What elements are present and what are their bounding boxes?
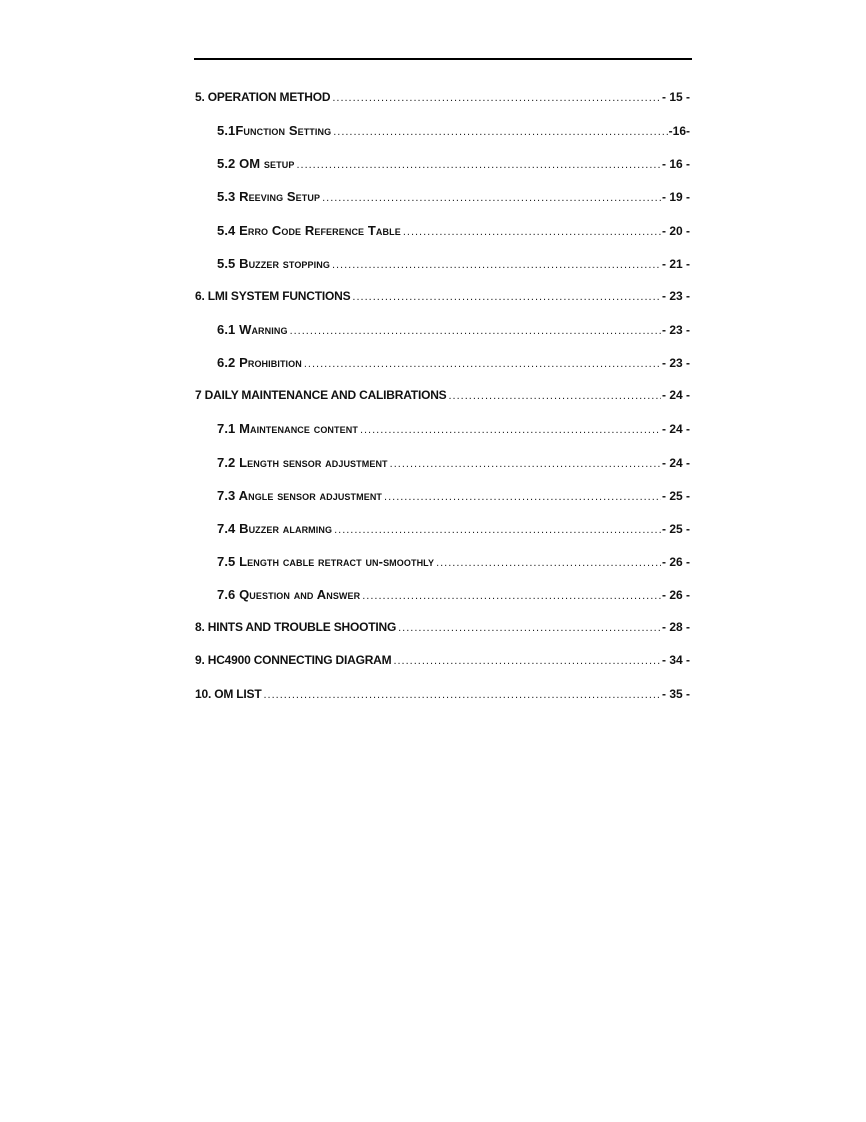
toc-entry-6[interactable] <box>195 288 690 321</box>
toc-entry-title: 5. OPERATION METHOD <box>195 90 331 104</box>
toc-entry-title: 7.4 Buzzer alarming <box>217 520 333 536</box>
toc-page-number: - 34 - <box>661 653 690 668</box>
toc-page-number: - 26 - <box>661 554 690 569</box>
toc-page-number: - 26 - <box>661 588 690 603</box>
header-rule <box>194 58 692 60</box>
toc-entry-title: 6. LMI SYSTEM FUNCTIONS <box>195 288 351 303</box>
toc-entry-5-4[interactable] <box>195 222 690 255</box>
toc-entry-title: 5.2 OM setup <box>217 156 295 172</box>
toc-entry-7-4[interactable] <box>195 520 690 553</box>
dot-leader <box>334 522 661 539</box>
toc-page-number: - 23 - <box>661 356 690 371</box>
dot-leader <box>322 190 661 207</box>
toc-page-number: - 21 - <box>661 256 690 271</box>
dot-leader <box>360 422 661 439</box>
toc-page-number: - 24 - <box>661 455 690 470</box>
toc-page-number: - 35 - <box>661 686 690 701</box>
toc-page-number: - 16 - <box>661 157 690 172</box>
dot-leader <box>290 323 661 340</box>
toc-entry-5-1[interactable] <box>195 122 690 155</box>
toc-entry-7-6[interactable] <box>195 586 690 619</box>
toc-entry-6-1[interactable] <box>195 321 690 354</box>
toc-entry-7-5[interactable] <box>195 553 690 586</box>
dot-leader <box>384 489 661 506</box>
toc-page-number: - 23 - <box>661 288 690 303</box>
toc-entry-7[interactable] <box>195 387 690 420</box>
dot-leader <box>362 588 661 605</box>
toc-entry-5-3[interactable] <box>195 188 690 221</box>
toc-page-number: - 23 - <box>661 322 690 337</box>
toc-page-number: - 24 - <box>661 388 690 403</box>
toc-entry-title: 7.5 Length cable retract un-smoothly <box>217 553 435 569</box>
dot-leader <box>332 257 661 274</box>
toc-page-number: - 24 - <box>661 422 690 437</box>
toc-entry-title: 7.1 Maintenance content <box>217 421 358 437</box>
dot-leader <box>352 289 661 306</box>
toc-entry-title: 6.2 Prohibition <box>217 355 302 371</box>
toc-entry-9[interactable] <box>195 652 690 685</box>
toc-page-number: - 19 - <box>661 190 690 205</box>
toc-entry-7-2[interactable] <box>195 454 690 487</box>
toc-entry-title: 7 DAILY MAINTENANCE AND CALIBRATIONS <box>195 388 447 403</box>
toc-entry-title: 5.3 Reeving Setup <box>217 189 321 205</box>
toc-entry-title: 5.4 Erro Code Reference Table <box>217 222 401 238</box>
toc-page-number: - 15 - <box>661 90 690 104</box>
toc-entry-8[interactable] <box>195 619 690 652</box>
toc-page-number: - 28 - <box>661 620 690 635</box>
dot-leader <box>436 555 661 572</box>
dot-leader <box>403 224 661 241</box>
toc-entry-10[interactable] <box>195 686 690 719</box>
toc-entry-5-5[interactable] <box>195 255 690 288</box>
toc-entry-title: 10. OM LIST <box>195 686 262 701</box>
toc-entry-title: 5.1Function Setting <box>217 123 332 139</box>
table-of-contents <box>195 89 690 719</box>
dot-leader <box>333 124 667 141</box>
toc-entry-title: 8. HINTS AND TROUBLE SHOOTING <box>195 620 397 635</box>
toc-entry-6-2[interactable] <box>195 354 690 387</box>
toc-entry-5-2[interactable] <box>195 155 690 188</box>
toc-entry-title: 9. HC4900 CONNECTING DIAGRAM <box>195 653 392 668</box>
toc-page-number: - 25 - <box>661 521 690 536</box>
toc-entry-title: 7.3 Angle sensor adjustment <box>217 487 383 503</box>
toc-entry-title: 7.6 Question and Answer <box>217 587 361 603</box>
dot-leader <box>448 388 661 405</box>
toc-entry-title: 7.2 Length sensor adjustment <box>217 454 388 470</box>
dot-leader <box>263 687 661 704</box>
dot-leader <box>304 356 661 373</box>
dot-leader <box>393 653 661 670</box>
toc-entry-7-3[interactable] <box>195 487 690 520</box>
toc-entry-7-1[interactable] <box>195 420 690 453</box>
dot-leader <box>398 620 661 637</box>
dot-leader <box>296 157 661 174</box>
toc-entry-title: 6.1 Warning <box>217 321 288 337</box>
toc-entry-5[interactable] <box>195 89 690 122</box>
toc-entry-title: 5.5 Buzzer stopping <box>217 255 330 271</box>
toc-page-number: - 20 - <box>661 223 690 238</box>
toc-page-number: -16- <box>668 124 690 139</box>
toc-page-number: - 25 - <box>661 488 690 503</box>
dot-leader <box>390 456 661 473</box>
dot-leader <box>332 90 661 107</box>
